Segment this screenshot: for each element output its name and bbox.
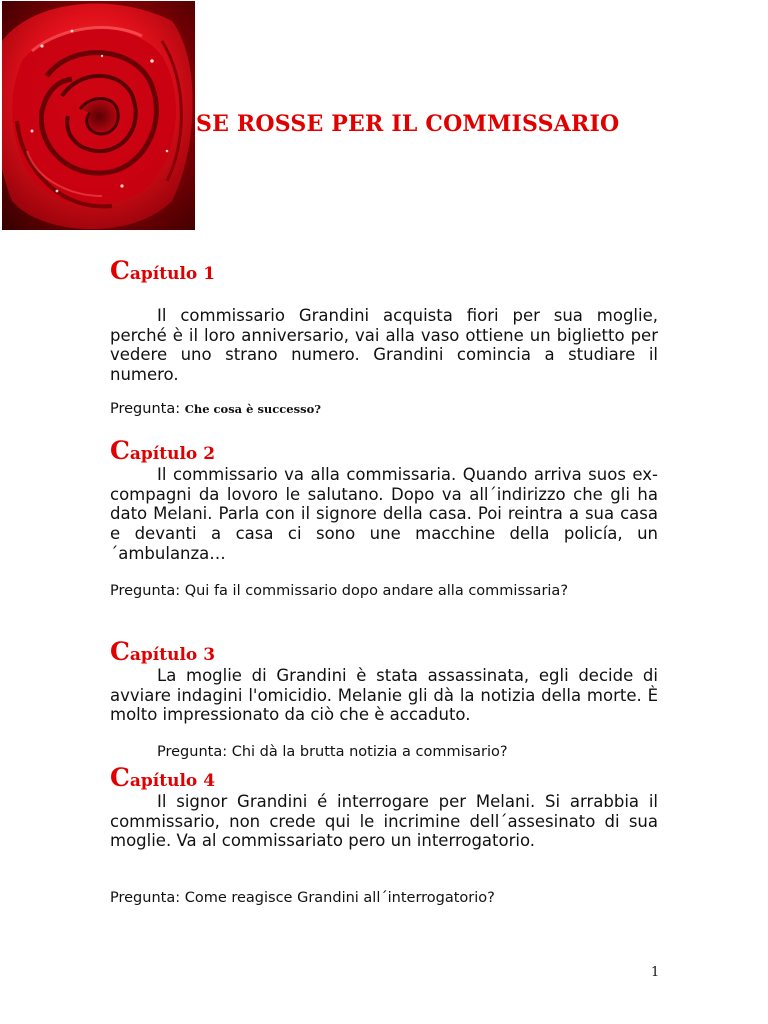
document-title: SE ROSSE PER IL COMMISSARIO	[196, 111, 620, 137]
chapter-2-heading	[110, 436, 215, 465]
chapter-4-text: Il signor Grandini é interrogare per Melani. Si arrabbia il commissario, non crede qui le incrimine dell´assesinato di sua moglie. Va al commissariato pero un interrogatorio.	[110, 792, 658, 851]
chapter-3-text: La moglie di Grandini è stata assassinata, egli decide di avviare indagini l'omicidio. Melanie gli dà la notizia della morte. È molto impressionato da ciò che è accaduto.	[110, 666, 658, 725]
chapter-3-question: Pregunta: Chi dà la brutta notizia a commisario?	[157, 744, 508, 760]
question-text: Che cosa è successo?	[184, 402, 321, 416]
chapter-4-title: apítulo 4	[129, 771, 216, 791]
chapter-3-title: apítulo 3	[129, 645, 216, 665]
chapter-2-text: Il commissario va alla commissaria. Quando arriva suos ex-compagni da lovoro le salutano. Dopo va all´indirizzo che gli ha dato Melani. Parla con il signore della casa. Poi reintra a sua casa e devanti a casa ci sono une macchine della policía, un´ambulanza…	[110, 465, 658, 563]
chapter-1-text: Il commissario Grandini acquista fiori per sua moglie, perché è il loro anniversario, vai alla vaso ottiene un biglietto per vedere uno strano numero. Grandini comincia a studiare il numero.	[110, 306, 658, 385]
page-number: 1	[651, 965, 660, 980]
chapter-4-heading	[110, 763, 215, 792]
chapter-1-heading	[110, 256, 215, 285]
chapter-1-initial: C	[110, 256, 130, 285]
chapter-4-initial: C	[110, 763, 130, 792]
chapter-3-initial: C	[110, 637, 130, 666]
red-rose-image	[2, 1, 195, 230]
question-label: Pregunta:	[110, 401, 185, 417]
chapter-1-title: apítulo 1	[129, 264, 216, 284]
chapter-2-title: apítulo 2	[129, 444, 216, 464]
chapter-4-question: Pregunta: Come reagisce Grandini all´interrogatorio?	[110, 890, 495, 906]
chapter-2-question: Pregunta: Qui fa il commissario dopo andare alla commissaria?	[110, 583, 569, 599]
chapter-2-initial: C	[110, 436, 130, 465]
chapter-1-question	[110, 401, 658, 418]
chapter-3-heading	[110, 637, 215, 666]
